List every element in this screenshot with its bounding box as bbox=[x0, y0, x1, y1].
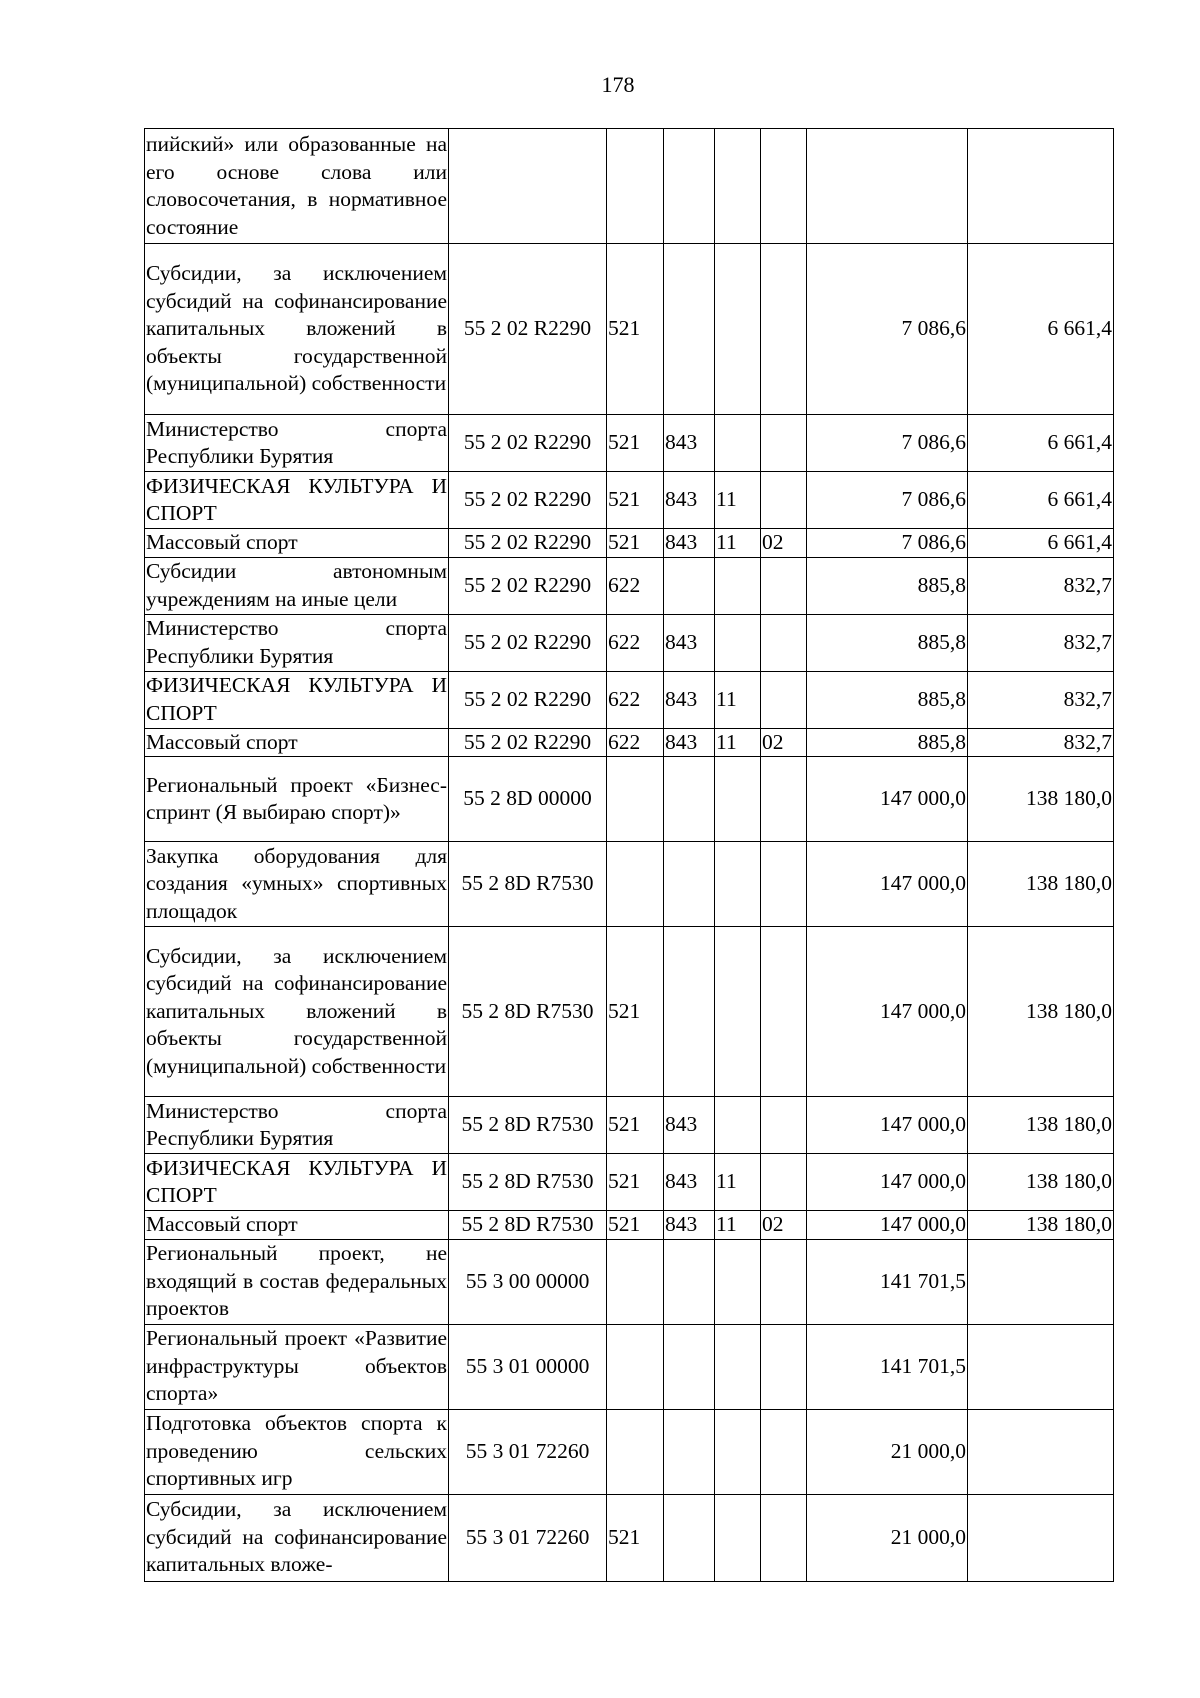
table-row bbox=[145, 557, 1114, 614]
amount-year2-cell: 138 180,0 bbox=[968, 842, 1114, 927]
amount-year1-cell bbox=[807, 129, 968, 244]
expense-type-cell: 521 bbox=[607, 415, 664, 472]
row-name-cell: Региональный проект «Развитие инфраструктуры объектов спорта» bbox=[145, 1324, 449, 1409]
subsection-cell bbox=[761, 1494, 807, 1581]
target-article-cell: 55 3 01 72260 bbox=[449, 1494, 607, 1581]
amount-year1-cell: 7 086,6 bbox=[807, 244, 968, 415]
section-cell: 11 bbox=[715, 728, 761, 757]
section-cell bbox=[715, 842, 761, 927]
expense-type-cell bbox=[607, 757, 664, 842]
amount-year2-cell: 832,7 bbox=[968, 614, 1114, 671]
expense-type-cell bbox=[607, 1409, 664, 1494]
section-cell bbox=[715, 1324, 761, 1409]
amount-year2-cell: 138 180,0 bbox=[968, 927, 1114, 1097]
expense-type-cell: 521 bbox=[607, 1211, 664, 1240]
amount-year2-cell bbox=[968, 129, 1114, 244]
subsection-cell bbox=[761, 1097, 807, 1154]
expense-type-cell: 622 bbox=[607, 671, 664, 728]
subsection-cell bbox=[761, 415, 807, 472]
amount-year2-cell: 138 180,0 bbox=[968, 1154, 1114, 1211]
amount-year2-cell: 6 661,4 bbox=[968, 529, 1114, 558]
amount-year2-cell: 138 180,0 bbox=[968, 1211, 1114, 1240]
subsection-cell bbox=[761, 1239, 807, 1324]
amount-year1-cell: 147 000,0 bbox=[807, 842, 968, 927]
row-name-cell: Закупка оборудования для создания «умных» спортивных площадок bbox=[145, 842, 449, 927]
expense-type-cell: 622 bbox=[607, 557, 664, 614]
target-article-cell: 55 2 02 R2290 bbox=[449, 614, 607, 671]
amount-year2-cell: 832,7 bbox=[968, 557, 1114, 614]
ministry-code-cell: 843 bbox=[664, 728, 715, 757]
subsection-cell bbox=[761, 1324, 807, 1409]
target-article-cell: 55 3 01 72260 bbox=[449, 1409, 607, 1494]
amount-year2-cell bbox=[968, 1324, 1114, 1409]
amount-year1-cell: 885,8 bbox=[807, 557, 968, 614]
subsection-cell: 02 bbox=[761, 728, 807, 757]
table-row bbox=[145, 1324, 1114, 1409]
ministry-code-cell bbox=[664, 1409, 715, 1494]
expense-type-cell bbox=[607, 129, 664, 244]
subsection-cell: 02 bbox=[761, 1211, 807, 1240]
row-name-cell: Субсидии, за исключением субсидий на софинансирование капитальных вложе- bbox=[145, 1494, 449, 1581]
amount-year1-cell: 147 000,0 bbox=[807, 1211, 968, 1240]
amount-year2-cell bbox=[968, 1239, 1114, 1324]
target-article-cell: 55 2 02 R2290 bbox=[449, 671, 607, 728]
subsection-cell bbox=[761, 671, 807, 728]
section-cell bbox=[715, 1494, 761, 1581]
ministry-code-cell bbox=[664, 129, 715, 244]
ministry-code-cell bbox=[664, 842, 715, 927]
subsection-cell bbox=[761, 472, 807, 529]
section-cell bbox=[715, 757, 761, 842]
subsection-cell bbox=[761, 129, 807, 244]
subsection-cell bbox=[761, 1154, 807, 1211]
amount-year2-cell bbox=[968, 1494, 1114, 1581]
table-row bbox=[145, 757, 1114, 842]
ministry-code-cell: 843 bbox=[664, 1211, 715, 1240]
target-article-cell: 55 2 8D R7530 bbox=[449, 1211, 607, 1240]
table-row bbox=[145, 842, 1114, 927]
row-name-cell: Субсидии автономным учреждениям на иные цели bbox=[145, 557, 449, 614]
target-article-cell: 55 2 8D R7530 bbox=[449, 927, 607, 1097]
amount-year1-cell: 885,8 bbox=[807, 671, 968, 728]
amount-year1-cell: 7 086,6 bbox=[807, 415, 968, 472]
amount-year1-cell: 885,8 bbox=[807, 728, 968, 757]
row-name-cell: Субсидии, за исключением субсидий на софинансирование капитальных вложений в объекты государственной (муниципальной) собственности bbox=[145, 927, 449, 1097]
section-cell: 11 bbox=[715, 1211, 761, 1240]
expense-type-cell bbox=[607, 842, 664, 927]
subsection-cell bbox=[761, 842, 807, 927]
section-cell bbox=[715, 614, 761, 671]
subsection-cell bbox=[761, 614, 807, 671]
row-name-cell: Массовый спорт bbox=[145, 1211, 449, 1240]
ministry-code-cell: 843 bbox=[664, 671, 715, 728]
amount-year1-cell: 147 000,0 bbox=[807, 1097, 968, 1154]
amount-year2-cell: 138 180,0 bbox=[968, 1097, 1114, 1154]
amount-year2-cell bbox=[968, 1409, 1114, 1494]
subsection-cell bbox=[761, 1409, 807, 1494]
section-cell bbox=[715, 129, 761, 244]
amount-year2-cell: 6 661,4 bbox=[968, 472, 1114, 529]
amount-year1-cell: 141 701,5 bbox=[807, 1324, 968, 1409]
ministry-code-cell bbox=[664, 1324, 715, 1409]
section-cell bbox=[715, 1239, 761, 1324]
table-row bbox=[145, 1494, 1114, 1581]
ministry-code-cell: 843 bbox=[664, 529, 715, 558]
amount-year1-cell: 21 000,0 bbox=[807, 1409, 968, 1494]
row-name-cell: Массовый спорт bbox=[145, 728, 449, 757]
amount-year1-cell: 885,8 bbox=[807, 614, 968, 671]
section-cell: 11 bbox=[715, 671, 761, 728]
amount-year1-cell: 147 000,0 bbox=[807, 927, 968, 1097]
target-article-cell: 55 2 02 R2290 bbox=[449, 415, 607, 472]
expense-type-cell: 622 bbox=[607, 728, 664, 757]
amount-year2-cell: 6 661,4 bbox=[968, 244, 1114, 415]
table-row bbox=[145, 1097, 1114, 1154]
amount-year1-cell: 147 000,0 bbox=[807, 1154, 968, 1211]
ministry-code-cell bbox=[664, 757, 715, 842]
ministry-code-cell: 843 bbox=[664, 1097, 715, 1154]
ministry-code-cell bbox=[664, 1494, 715, 1581]
expense-type-cell: 521 bbox=[607, 1494, 664, 1581]
target-article-cell bbox=[449, 129, 607, 244]
table-row bbox=[145, 415, 1114, 472]
table-row bbox=[145, 1211, 1114, 1240]
row-name-cell: ФИЗИЧЕСКАЯ КУЛЬТУРА И СПОРТ bbox=[145, 671, 449, 728]
amount-year2-cell: 832,7 bbox=[968, 671, 1114, 728]
budget-table-body bbox=[145, 129, 1114, 1582]
target-article-cell: 55 3 00 00000 bbox=[449, 1239, 607, 1324]
ministry-code-cell bbox=[664, 1239, 715, 1324]
section-cell: 11 bbox=[715, 1154, 761, 1211]
table-row bbox=[145, 529, 1114, 558]
amount-year2-cell: 6 661,4 bbox=[968, 415, 1114, 472]
ministry-code-cell bbox=[664, 244, 715, 415]
section-cell bbox=[715, 1097, 761, 1154]
table-row bbox=[145, 614, 1114, 671]
budget-table bbox=[144, 128, 1114, 1582]
expense-type-cell: 521 bbox=[607, 1097, 664, 1154]
target-article-cell: 55 2 02 R2290 bbox=[449, 728, 607, 757]
subsection-cell bbox=[761, 757, 807, 842]
amount-year1-cell: 7 086,6 bbox=[807, 472, 968, 529]
ministry-code-cell bbox=[664, 927, 715, 1097]
amount-year1-cell: 147 000,0 bbox=[807, 757, 968, 842]
section-cell bbox=[715, 244, 761, 415]
row-name-cell: ФИЗИЧЕСКАЯ КУЛЬТУРА И СПОРТ bbox=[145, 1154, 449, 1211]
table-row bbox=[145, 129, 1114, 244]
table-row bbox=[145, 728, 1114, 757]
amount-year2-cell: 138 180,0 bbox=[968, 757, 1114, 842]
row-name-cell: Субсидии, за исключением субсидий на софинансирование капитальных вложений в объекты государственной (муниципальной) собственности bbox=[145, 244, 449, 415]
table-row bbox=[145, 1409, 1114, 1494]
amount-year2-cell: 832,7 bbox=[968, 728, 1114, 757]
subsection-cell bbox=[761, 557, 807, 614]
row-name-cell: Министерство спорта Республики Бурятия bbox=[145, 614, 449, 671]
table-row bbox=[145, 927, 1114, 1097]
expense-type-cell: 521 bbox=[607, 1154, 664, 1211]
table-row bbox=[145, 244, 1114, 415]
row-name-cell: ФИЗИЧЕСКАЯ КУЛЬТУРА И СПОРТ bbox=[145, 472, 449, 529]
row-name-cell: Массовый спорт bbox=[145, 529, 449, 558]
row-name-cell: Региональный проект, не входящий в состав федеральных проектов bbox=[145, 1239, 449, 1324]
expense-type-cell: 622 bbox=[607, 614, 664, 671]
ministry-code-cell: 843 bbox=[664, 1154, 715, 1211]
amount-year1-cell: 21 000,0 bbox=[807, 1494, 968, 1581]
table-row bbox=[145, 472, 1114, 529]
amount-year1-cell: 7 086,6 bbox=[807, 529, 968, 558]
target-article-cell: 55 2 8D R7530 bbox=[449, 1097, 607, 1154]
ministry-code-cell: 843 bbox=[664, 415, 715, 472]
expense-type-cell: 521 bbox=[607, 244, 664, 415]
row-name-cell: пийский» или образованные на его основе слова или словосочетания, в нормативное состояние bbox=[145, 129, 449, 244]
target-article-cell: 55 2 02 R2290 bbox=[449, 529, 607, 558]
target-article-cell: 55 2 02 R2290 bbox=[449, 557, 607, 614]
row-name-cell: Министерство спорта Республики Бурятия bbox=[145, 1097, 449, 1154]
expense-type-cell bbox=[607, 1239, 664, 1324]
section-cell bbox=[715, 415, 761, 472]
expense-type-cell: 521 bbox=[607, 927, 664, 1097]
amount-year1-cell: 141 701,5 bbox=[807, 1239, 968, 1324]
expense-type-cell bbox=[607, 1324, 664, 1409]
ministry-code-cell: 843 bbox=[664, 614, 715, 671]
section-cell bbox=[715, 557, 761, 614]
row-name-cell: Региональный проект «Бизнес-спринт (Я выбираю спорт)» bbox=[145, 757, 449, 842]
row-name-cell: Подготовка объектов спорта к проведению сельских спортивных игр bbox=[145, 1409, 449, 1494]
section-cell: 11 bbox=[715, 529, 761, 558]
subsection-cell: 02 bbox=[761, 529, 807, 558]
page-number: 178 bbox=[601, 72, 635, 97]
ministry-code-cell bbox=[664, 557, 715, 614]
table-row bbox=[145, 1154, 1114, 1211]
table-row bbox=[145, 671, 1114, 728]
section-cell: 11 bbox=[715, 472, 761, 529]
target-article-cell: 55 2 8D R7530 bbox=[449, 1154, 607, 1211]
ministry-code-cell: 843 bbox=[664, 472, 715, 529]
expense-type-cell: 521 bbox=[607, 472, 664, 529]
row-name-cell: Министерство спорта Республики Бурятия bbox=[145, 415, 449, 472]
section-cell bbox=[715, 1409, 761, 1494]
target-article-cell: 55 3 01 00000 bbox=[449, 1324, 607, 1409]
subsection-cell bbox=[761, 244, 807, 415]
expense-type-cell: 521 bbox=[607, 529, 664, 558]
subsection-cell bbox=[761, 927, 807, 1097]
table-row bbox=[145, 1239, 1114, 1324]
target-article-cell: 55 2 8D 00000 bbox=[449, 757, 607, 842]
target-article-cell: 55 2 8D R7530 bbox=[449, 842, 607, 927]
section-cell bbox=[715, 927, 761, 1097]
target-article-cell: 55 2 02 R2290 bbox=[449, 244, 607, 415]
target-article-cell: 55 2 02 R2290 bbox=[449, 472, 607, 529]
